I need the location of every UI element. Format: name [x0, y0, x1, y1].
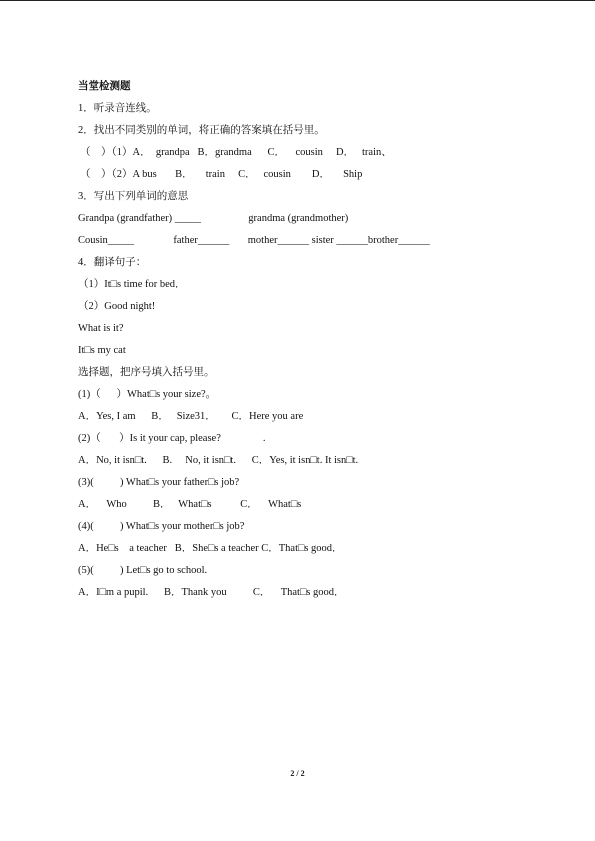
question-3-line-1: Grandpa (grandfather) _____ grandma (grandmother): [78, 213, 349, 224]
question-2-item-1: （ ）（1）A． grandpa B．grandma C． cousin D． train、: [80, 147, 392, 158]
dialog-line-1: What is it?: [78, 323, 124, 334]
question-4-item-1: （1）It□s time for bed．: [78, 279, 186, 290]
page-number: 2 / 2: [290, 769, 305, 778]
question-2: 2．找出不同类别的单词，将正确的答案填在括号里。: [78, 125, 325, 136]
question-4-item-2: （2）Good night!: [78, 301, 156, 312]
choice-4-question: (4)( ) What□s your mother□s job?: [78, 521, 245, 532]
choice-section-title: 选择题，把序号填入括号里。: [78, 367, 215, 378]
choice-2-options: A．No, it isn□t. B. No, it isn□t. C．Yes, it isn□t. It isn□t.: [78, 455, 359, 466]
choice-5-options: A．I□m a pupil. B．Thank you C． That□s good．: [78, 587, 345, 598]
question-3-line-2: Cousin_____ father______ mother______ sister ______brother______: [78, 235, 430, 246]
question-3: 3．写出下列单词的意思: [78, 191, 189, 202]
choice-3-question: (3)( ) What□s your father□s job?: [78, 477, 240, 488]
top-border: [0, 0, 595, 1]
choice-2-question: (2)（ ）Is it your cap, please? .: [78, 433, 266, 444]
question-4: 4．翻译句子：: [78, 257, 147, 268]
section-title: 当堂检测题: [78, 81, 131, 92]
dialog-line-2: It□s my cat: [78, 345, 126, 356]
question-2-item-2: （ ）（2）A bus B． train C． cousin D． Ship: [80, 169, 363, 180]
question-1: 1．听录音连线。: [78, 103, 157, 114]
choice-3-options: A． Who B． What□s C． What□s: [78, 499, 302, 510]
choice-5-question: (5)( ) Let□s go to school.: [78, 565, 208, 576]
choice-1-question: (1)（ ）What□s your size?。: [78, 389, 217, 400]
choice-4-options: A．He□s a teacher B．She□s a teacher C．That□s good．: [78, 543, 343, 554]
choice-1-options: A．Yes, I am B． Size31． C．Here you are: [78, 411, 304, 422]
